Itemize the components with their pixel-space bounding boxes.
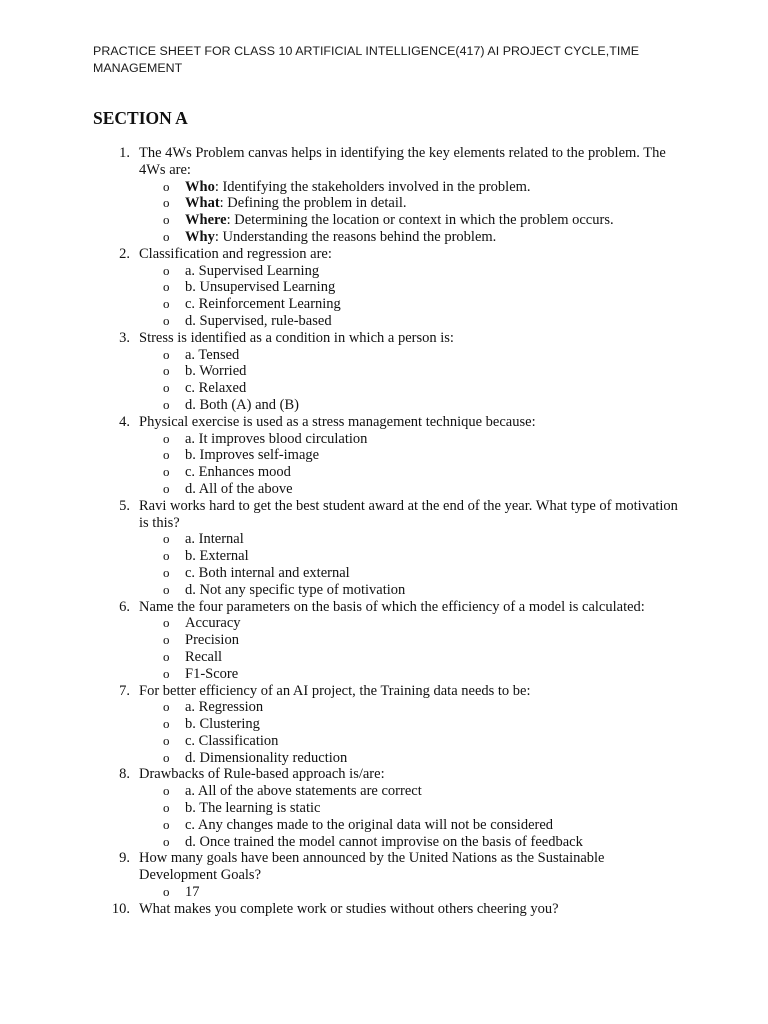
option-item bbox=[0, 783, 768, 800]
option-text: b. Worried bbox=[185, 363, 247, 380]
bullet-icon: o bbox=[163, 581, 170, 597]
question-item bbox=[0, 145, 768, 246]
question-item bbox=[0, 414, 768, 498]
question-item bbox=[0, 599, 768, 683]
option-term: What bbox=[185, 195, 220, 212]
option-item bbox=[0, 733, 768, 750]
bullet-icon: o bbox=[163, 665, 170, 681]
option-item bbox=[0, 229, 768, 246]
bullet-icon: o bbox=[163, 716, 170, 732]
bullet-icon: o bbox=[163, 816, 170, 832]
option-list bbox=[0, 884, 768, 901]
question-text: The 4Ws Problem canvas helps in identifying the key elements related to the problem. The 4Ws are: bbox=[139, 145, 666, 178]
option-text: c. Any changes made to the original data will not be considered bbox=[185, 816, 554, 833]
option-item bbox=[0, 431, 768, 448]
option-text: b. Improves self-image bbox=[185, 447, 320, 464]
option-item bbox=[0, 212, 768, 229]
option-text: a. It improves blood circulation bbox=[185, 430, 368, 447]
option-item bbox=[0, 531, 768, 548]
option-text: d. Once trained the model cannot improvise on the basis of feedback bbox=[185, 833, 583, 850]
option-text: Recall bbox=[185, 648, 223, 665]
option-text: a. All of the above statements are correct bbox=[185, 783, 422, 800]
option-item bbox=[0, 582, 768, 599]
option-item bbox=[0, 699, 768, 716]
bullet-icon: o bbox=[163, 800, 170, 816]
question-text: Name the four parameters on the basis of which the efficiency of a model is calculated: bbox=[139, 598, 645, 615]
question-number: 3. bbox=[119, 329, 130, 346]
option-item bbox=[0, 565, 768, 582]
option-list bbox=[0, 699, 768, 766]
option-list bbox=[0, 347, 768, 414]
bullet-icon: o bbox=[163, 632, 170, 648]
page-header bbox=[93, 43, 653, 77]
option-text: Who: Identifying the stakeholders involved in the problem. bbox=[185, 178, 531, 195]
option-text: b. Unsupervised Learning bbox=[185, 279, 336, 296]
option-text: c. Enhances mood bbox=[185, 464, 291, 481]
option-text: Where: Determining the location or context in which the problem occurs. bbox=[185, 212, 614, 229]
question-number: 7. bbox=[119, 682, 130, 699]
option-text: a. Internal bbox=[185, 531, 244, 548]
bullet-icon: o bbox=[163, 732, 170, 748]
option-item bbox=[0, 380, 768, 397]
section-title: SECTION A bbox=[93, 108, 188, 128]
question-text: Drawbacks of Rule-based approach is/are: bbox=[139, 766, 385, 783]
option-item bbox=[0, 666, 768, 683]
question-item bbox=[0, 766, 768, 850]
question-text: Physical exercise is used as a stress management technique because: bbox=[139, 413, 536, 430]
option-list bbox=[0, 263, 768, 330]
question-item bbox=[0, 246, 768, 330]
option-text: b. The learning is static bbox=[185, 800, 321, 817]
option-text: d. Supervised, rule-based bbox=[185, 312, 332, 329]
question-text: How many goals have been announced by the United Nations as the Sustainable Development Goals? bbox=[139, 850, 605, 884]
option-item bbox=[0, 834, 768, 851]
option-item bbox=[0, 296, 768, 313]
bullet-icon: o bbox=[163, 430, 170, 446]
option-item bbox=[0, 347, 768, 364]
option-text: c. Both internal and external bbox=[185, 564, 350, 581]
bullet-icon: o bbox=[163, 548, 170, 564]
question-item bbox=[0, 330, 768, 414]
option-list bbox=[0, 179, 768, 246]
option-list bbox=[0, 615, 768, 682]
question-list bbox=[0, 145, 768, 918]
option-term: Why bbox=[185, 228, 215, 245]
bullet-icon: o bbox=[163, 279, 170, 295]
option-list bbox=[0, 783, 768, 850]
bullet-icon: o bbox=[163, 380, 170, 396]
option-item bbox=[0, 800, 768, 817]
header-line-1: PRACTICE SHEET FOR CLASS 10 ARTIFICIAL INTELLIGENCE(417) AI PROJECT CYCLE,TIME bbox=[93, 44, 640, 58]
option-item bbox=[0, 615, 768, 632]
bullet-icon: o bbox=[163, 884, 170, 900]
option-list bbox=[0, 431, 768, 498]
question-item bbox=[0, 683, 768, 767]
bullet-icon: o bbox=[163, 648, 170, 664]
option-text: a. Tensed bbox=[185, 346, 240, 363]
option-text: c. Relaxed bbox=[185, 380, 247, 397]
option-item bbox=[0, 447, 768, 464]
option-item bbox=[0, 750, 768, 767]
option-item bbox=[0, 363, 768, 380]
bullet-icon: o bbox=[163, 346, 170, 362]
option-item bbox=[0, 716, 768, 733]
bullet-icon: o bbox=[163, 833, 170, 849]
question-number: 1. bbox=[119, 145, 130, 161]
option-item bbox=[0, 481, 768, 498]
question-number: 6. bbox=[119, 598, 130, 615]
bullet-icon: o bbox=[163, 228, 170, 244]
option-term: Who bbox=[185, 178, 215, 195]
option-item bbox=[0, 179, 768, 196]
bullet-icon: o bbox=[163, 699, 170, 715]
option-item bbox=[0, 649, 768, 666]
bullet-icon: o bbox=[163, 480, 170, 496]
question-item bbox=[0, 850, 768, 900]
option-list bbox=[0, 531, 768, 598]
option-item bbox=[0, 279, 768, 296]
option-text: b. Clustering bbox=[185, 716, 260, 733]
bullet-icon: o bbox=[163, 178, 170, 194]
option-text: d. Both (A) and (B) bbox=[185, 396, 299, 413]
question-text: What makes you complete work or studies without others cheering you? bbox=[139, 900, 559, 917]
bullet-icon: o bbox=[163, 564, 170, 580]
bullet-icon: o bbox=[163, 296, 170, 312]
bullet-icon: o bbox=[163, 783, 170, 799]
question-text: Ravi works hard to get the best student award at the end of the year. What type of motivation is this? bbox=[139, 497, 678, 531]
option-item bbox=[0, 263, 768, 280]
option-text: c. Classification bbox=[185, 732, 279, 749]
option-text: Why: Understanding the reasons behind the problem. bbox=[185, 228, 497, 245]
question-text: Stress is identified as a condition in which a person is: bbox=[139, 329, 454, 346]
bullet-icon: o bbox=[163, 464, 170, 480]
option-text: 17 bbox=[185, 884, 200, 901]
option-item bbox=[0, 817, 768, 834]
option-item bbox=[0, 884, 768, 901]
option-text: a. Supervised Learning bbox=[185, 262, 320, 279]
question-item bbox=[0, 901, 768, 918]
bullet-icon: o bbox=[163, 363, 170, 379]
header-line-2: MANAGEMENT bbox=[93, 61, 183, 75]
option-term: Where bbox=[185, 212, 227, 229]
question-text: Classification and regression are: bbox=[139, 245, 332, 262]
bullet-icon: o bbox=[163, 531, 170, 547]
option-text: a. Regression bbox=[185, 699, 264, 716]
bullet-icon: o bbox=[163, 749, 170, 765]
question-number: 10. bbox=[111, 900, 130, 917]
option-text: d. Dimensionality reduction bbox=[185, 749, 348, 766]
bullet-icon: o bbox=[163, 396, 170, 412]
bullet-icon: o bbox=[163, 262, 170, 278]
option-text: d. All of the above bbox=[185, 480, 293, 497]
bullet-icon: o bbox=[163, 195, 170, 211]
option-text: c. Reinforcement Learning bbox=[185, 296, 341, 313]
option-text: Accuracy bbox=[185, 615, 241, 632]
option-item bbox=[0, 464, 768, 481]
question-number: 2. bbox=[119, 245, 130, 262]
question-number: 4. bbox=[119, 413, 130, 430]
option-item bbox=[0, 313, 768, 330]
question-text: For better efficiency of an AI project, the Training data needs to be: bbox=[139, 682, 531, 699]
option-item bbox=[0, 195, 768, 212]
option-text: d. Not any specific type of motivation bbox=[185, 581, 406, 598]
bullet-icon: o bbox=[163, 615, 170, 631]
option-item bbox=[0, 397, 768, 414]
question-number: 5. bbox=[119, 497, 130, 514]
bullet-icon: o bbox=[163, 312, 170, 328]
option-item bbox=[0, 632, 768, 649]
option-text: What: Defining the problem in detail. bbox=[185, 195, 407, 212]
question-item bbox=[0, 498, 768, 599]
question-number: 8. bbox=[119, 766, 130, 783]
option-text: F1-Score bbox=[185, 665, 239, 682]
question-number: 9. bbox=[119, 850, 130, 867]
option-text: Precision bbox=[185, 632, 239, 649]
option-text: b. External bbox=[185, 548, 249, 565]
bullet-icon: o bbox=[163, 212, 170, 228]
option-item bbox=[0, 548, 768, 565]
bullet-icon: o bbox=[163, 447, 170, 463]
